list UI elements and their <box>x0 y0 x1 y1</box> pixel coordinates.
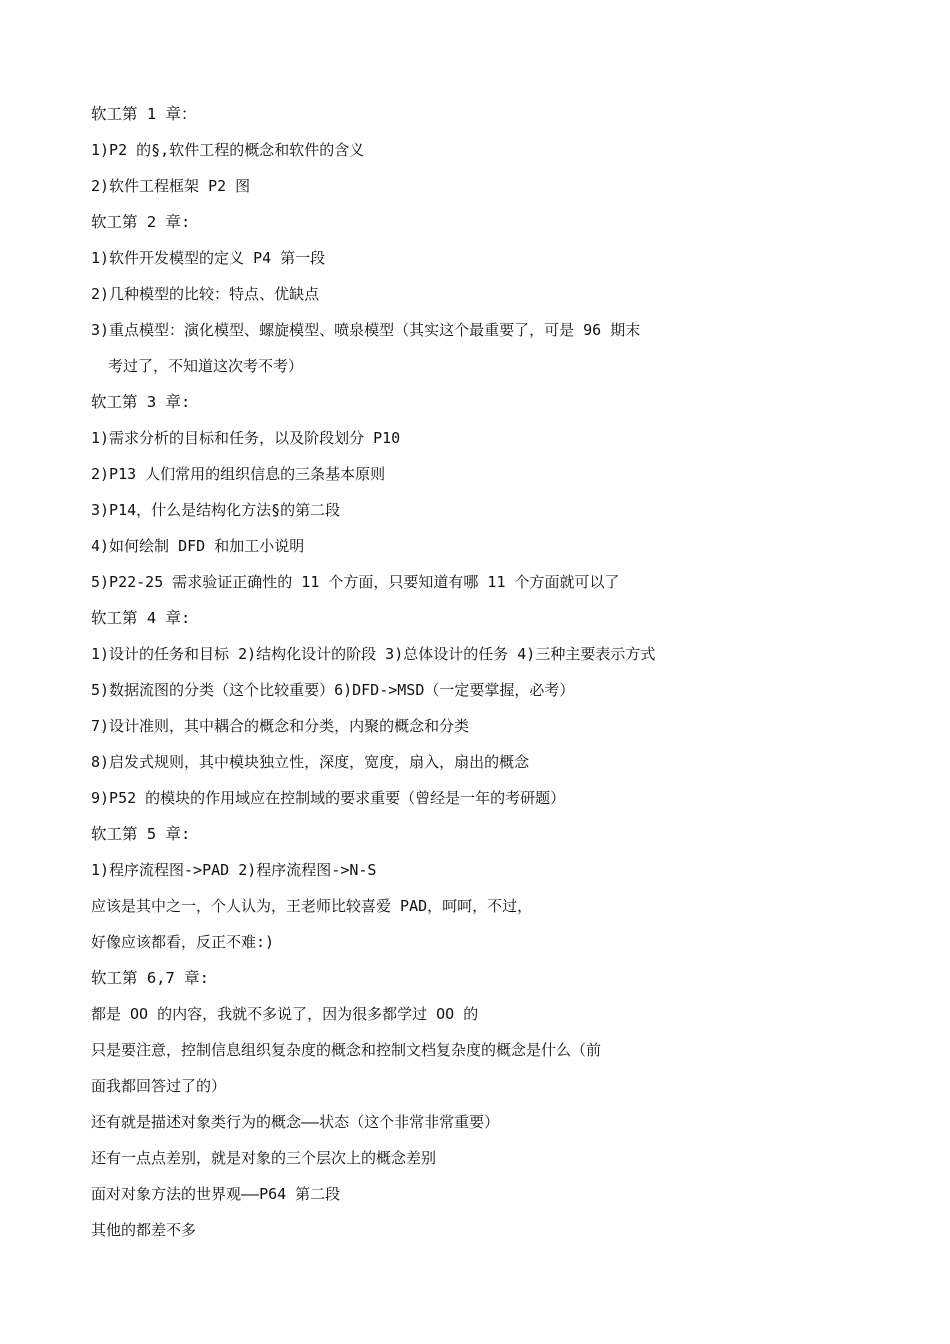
text-line: 2)P13 人们常用的组织信息的三条基本原则 <box>91 465 386 483</box>
text-line: 1)程序流程图->PAD 2)程序流程图->N-S <box>91 861 377 879</box>
text-line: 1)软件开发模型的定义 P4 第一段 <box>91 249 326 267</box>
text-line: 8)启发式规则，其中模块独立性，深度，宽度，扇入，扇出的概念 <box>91 753 530 771</box>
chapter-heading: 软工第 2 章: <box>91 213 191 231</box>
text-line: 其他的都差不多 <box>91 1221 197 1239</box>
text-line: 9)P52 的模块的作用域应在控制域的要求重要（曾经是一年的考研题） <box>91 789 566 807</box>
text-line: 还有就是描述对象类行为的概念——状态（这个非常非常重要） <box>91 1113 500 1131</box>
text-line: 3)重点模型：演化模型、螺旋模型、喷泉模型（其实这个最重要了，可是 96 期末 <box>91 321 641 339</box>
chapter-heading: 软工第 3 章: <box>91 393 191 411</box>
text-line: 面我都回答过了的） <box>91 1077 227 1095</box>
text-line: 2)几种模型的比较：特点、优缺点 <box>91 285 320 303</box>
text-line: 都是 OO 的内容，我就不多说了，因为很多都学过 OO 的 <box>91 1005 479 1023</box>
text-line: 1)需求分析的目标和任务，以及阶段划分 P10 <box>91 429 401 447</box>
text-line-continuation: 考过了，不知道这次考不考） <box>108 357 304 375</box>
text-line: 5)数据流图的分类（这个比较重要）6)DFD->MSD（一定要掌握，必考） <box>91 681 575 699</box>
text-line: 2)软件工程框架 P2 图 <box>91 177 251 195</box>
chapter-heading: 软工第 1 章： <box>91 105 197 123</box>
text-line: 应该是其中之一，个人认为，王老师比较喜爱 PAD，呵呵，不过， <box>91 897 533 915</box>
text-line: 1)P2 的§,软件工程的概念和软件的含义 <box>91 141 365 159</box>
text-line: 好像应该都看，反正不难:) <box>91 933 275 951</box>
text-line: 面对对象方法的世界观——P64 第二段 <box>91 1185 341 1203</box>
document-body <box>91 96 891 1248</box>
text-line: 5)P22-25 需求验证正确性的 11 个方面，只要知道有哪 11 个方面就可以了 <box>91 573 620 591</box>
chapter-heading: 软工第 4 章: <box>91 609 191 627</box>
chapter-heading: 软工第 5 章: <box>91 825 191 843</box>
text-line: 只是要注意，控制信息组织复杂度的概念和控制文档复杂度的概念是什么（前 <box>91 1041 602 1059</box>
text-line: 7)设计准则，其中耦合的概念和分类，内聚的概念和分类 <box>91 717 470 735</box>
chapter-heading: 软工第 6,7 章: <box>91 969 209 987</box>
text-line: 1)设计的任务和目标 2)结构化设计的阶段 3)总体设计的任务 4)三种主要表示方式 <box>91 645 656 663</box>
text-line: 还有一点点差别，就是对象的三个层次上的概念差别 <box>91 1149 437 1167</box>
text-line: 3)P14，什么是结构化方法§的第二段 <box>91 501 341 519</box>
text-line: 4)如何绘制 DFD 和加工小说明 <box>91 537 305 555</box>
